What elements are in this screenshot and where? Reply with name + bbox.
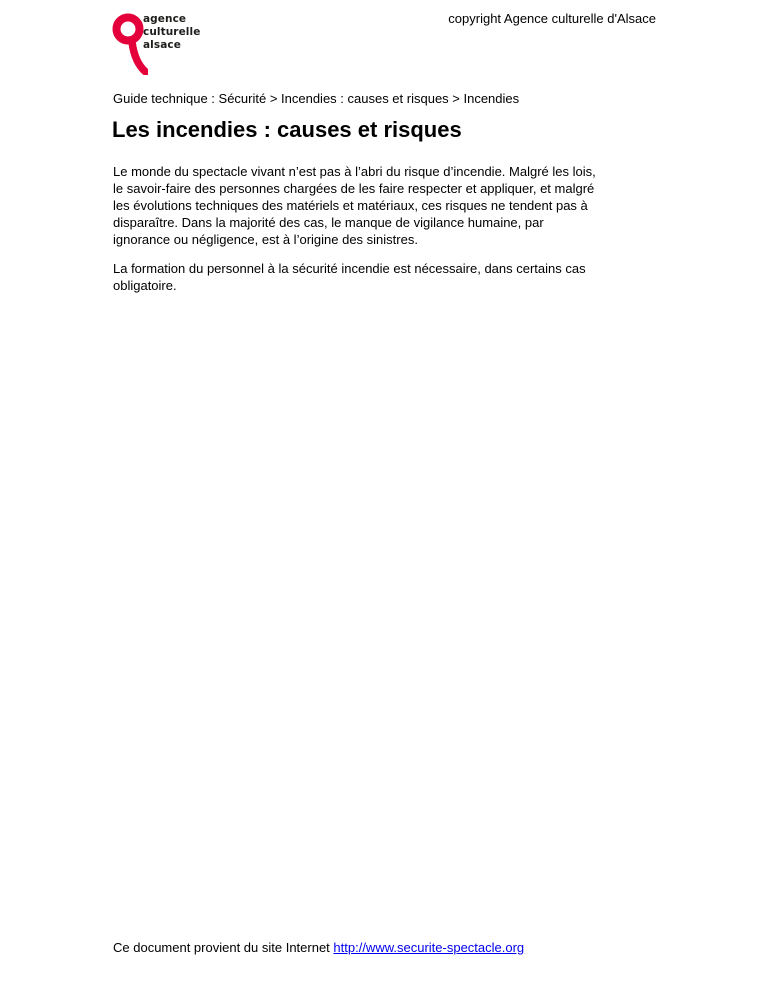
paragraph-line: le savoir-faire des personnes chargées de les faire respecter et appliquer, et malgré <box>113 181 595 196</box>
breadcrumb: Guide technique : Sécurité > Incendies : causes et risques > Incendies <box>113 91 520 106</box>
page-title: Les incendies : causes et risques <box>112 117 462 142</box>
copyright-notice: copyright Agence culturelle d'Alsace <box>448 11 656 26</box>
logo-text <box>143 13 200 52</box>
paragraph-line: obligatoire. <box>113 278 177 293</box>
paragraph-line: disparaître. Dans la majorité des cas, le manque de vigilance humaine, par <box>113 215 544 230</box>
logo-line-3: alsace <box>143 39 181 51</box>
logo <box>112 11 216 75</box>
paragraph-line: ignorance ou négligence, est à l’origine des sinistres. <box>113 232 418 247</box>
training-paragraph <box>113 260 633 294</box>
footer-text: Ce document provient du site Internet <box>113 940 334 955</box>
logo-line-1: agence <box>143 13 187 25</box>
paragraph-line: les évolutions techniques des matériels et matériaux, ces risques ne tendent pas à <box>113 198 588 213</box>
intro-paragraph <box>113 163 633 248</box>
paragraph-line: Le monde du spectacle vivant n’est pas à l’abri du risque d’incendie. Malgré les lois, <box>113 164 596 179</box>
footer-site-link[interactable]: http://www.securite-spectacle.org <box>333 940 525 955</box>
paragraph-line: La formation du personnel à la sécurité incendie est nécessaire, dans certains cas <box>113 261 586 276</box>
footer-source <box>113 940 524 956</box>
logo-line-2: culturelle <box>143 26 201 38</box>
